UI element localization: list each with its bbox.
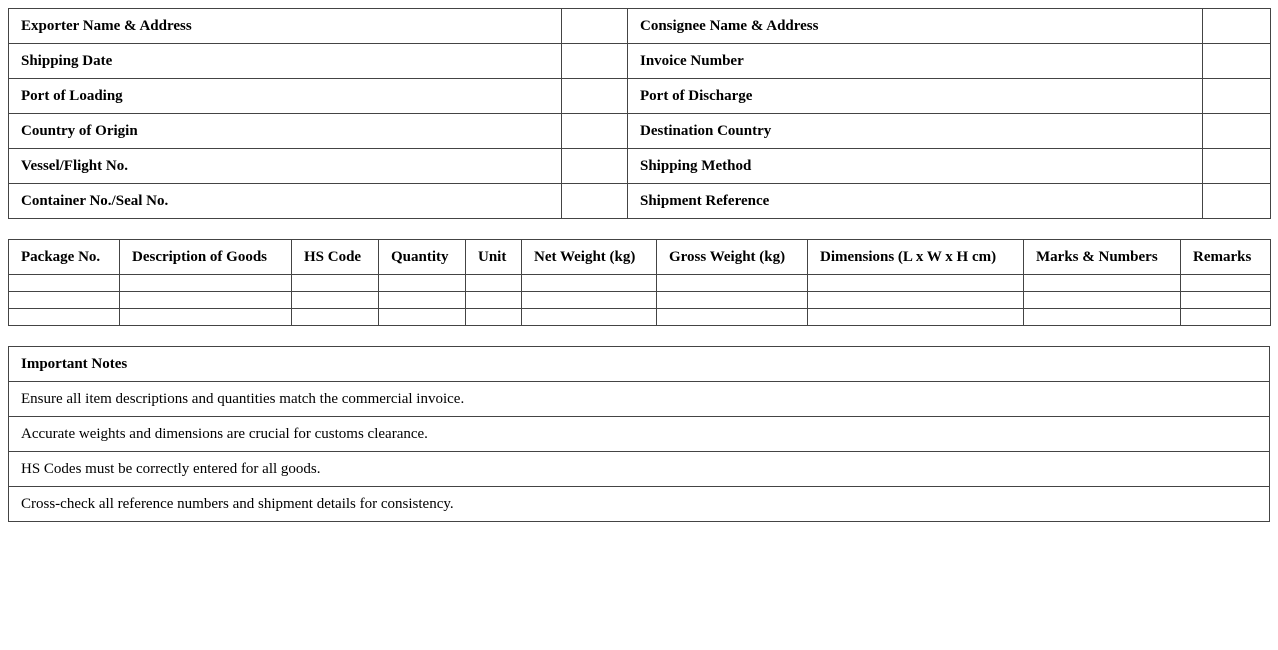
column-header-hs-code: HS Code xyxy=(292,240,379,275)
goods-header-row xyxy=(9,240,1271,275)
exporter-value[interactable] xyxy=(562,9,628,44)
table-cell[interactable] xyxy=(522,309,657,326)
table-cell[interactable] xyxy=(466,275,522,292)
table-cell[interactable] xyxy=(292,275,379,292)
table-cell[interactable] xyxy=(379,292,466,309)
column-header-dimensions: Dimensions (L x W x H cm) xyxy=(808,240,1024,275)
table-cell[interactable] xyxy=(1024,292,1181,309)
shipping-method-value[interactable] xyxy=(1203,149,1271,184)
port-of-loading-label: Port of Loading xyxy=(9,79,562,114)
port-of-discharge-value[interactable] xyxy=(1203,79,1271,114)
column-header-quantity: Quantity xyxy=(379,240,466,275)
vessel-flight-label: Vessel/Flight No. xyxy=(9,149,562,184)
column-header-unit: Unit xyxy=(466,240,522,275)
list-item xyxy=(9,382,1270,417)
list-item xyxy=(9,487,1270,522)
column-header-package-no: Package No. xyxy=(9,240,120,275)
shipment-reference-value[interactable] xyxy=(1203,184,1271,219)
table-cell[interactable] xyxy=(1024,275,1181,292)
invoice-number-value[interactable] xyxy=(1203,44,1271,79)
important-notes-table xyxy=(8,346,1270,522)
note-text: Accurate weights and dimensions are crucial for customs clearance. xyxy=(9,417,1270,452)
country-of-origin-label: Country of Origin xyxy=(9,114,562,149)
table-cell[interactable] xyxy=(120,309,292,326)
table-cell[interactable] xyxy=(466,309,522,326)
consignee-label: Consignee Name & Address xyxy=(628,9,1203,44)
column-header-net-weight: Net Weight (kg) xyxy=(522,240,657,275)
table-cell[interactable] xyxy=(1181,309,1271,326)
table-cell[interactable] xyxy=(9,309,120,326)
table-cell[interactable] xyxy=(1181,275,1271,292)
table-cell[interactable] xyxy=(657,275,808,292)
goods-table xyxy=(8,239,1271,326)
table-cell[interactable] xyxy=(522,275,657,292)
list-item xyxy=(9,452,1270,487)
container-seal-label: Container No./Seal No. xyxy=(9,184,562,219)
column-header-description: Description of Goods xyxy=(120,240,292,275)
port-of-discharge-label: Port of Discharge xyxy=(628,79,1203,114)
table-cell[interactable] xyxy=(292,309,379,326)
table-cell[interactable] xyxy=(657,309,808,326)
info-row xyxy=(9,79,1271,114)
invoice-number-label: Invoice Number xyxy=(628,44,1203,79)
table-cell[interactable] xyxy=(522,292,657,309)
info-row xyxy=(9,184,1271,219)
note-text: Ensure all item descriptions and quantities match the commercial invoice. xyxy=(9,382,1270,417)
table-cell[interactable] xyxy=(120,292,292,309)
column-header-marks-numbers: Marks & Numbers xyxy=(1024,240,1181,275)
table-cell[interactable] xyxy=(808,292,1024,309)
notes-title-row xyxy=(9,347,1270,382)
table-cell[interactable] xyxy=(292,292,379,309)
shipping-method-label: Shipping Method xyxy=(628,149,1203,184)
table-cell[interactable] xyxy=(9,275,120,292)
table-cell[interactable] xyxy=(9,292,120,309)
vessel-flight-value[interactable] xyxy=(562,149,628,184)
table-cell[interactable] xyxy=(1024,309,1181,326)
info-row xyxy=(9,9,1271,44)
note-text: HS Codes must be correctly entered for all goods. xyxy=(9,452,1270,487)
table-cell[interactable] xyxy=(379,275,466,292)
exporter-label: Exporter Name & Address xyxy=(9,9,562,44)
table-row xyxy=(9,309,1271,326)
table-cell[interactable] xyxy=(1181,292,1271,309)
info-row xyxy=(9,149,1271,184)
destination-country-label: Destination Country xyxy=(628,114,1203,149)
shipment-reference-label: Shipment Reference xyxy=(628,184,1203,219)
shipping-date-label: Shipping Date xyxy=(9,44,562,79)
destination-country-value[interactable] xyxy=(1203,114,1271,149)
table-cell[interactable] xyxy=(657,292,808,309)
container-seal-value[interactable] xyxy=(562,184,628,219)
info-row xyxy=(9,114,1271,149)
shipping-date-value[interactable] xyxy=(562,44,628,79)
table-cell[interactable] xyxy=(466,292,522,309)
country-of-origin-value[interactable] xyxy=(562,114,628,149)
shipment-info-table xyxy=(8,8,1271,219)
table-cell[interactable] xyxy=(120,275,292,292)
table-cell[interactable] xyxy=(379,309,466,326)
note-text: Cross-check all reference numbers and shipment details for consistency. xyxy=(9,487,1270,522)
port-of-loading-value[interactable] xyxy=(562,79,628,114)
column-header-remarks: Remarks xyxy=(1181,240,1271,275)
list-item xyxy=(9,417,1270,452)
consignee-value[interactable] xyxy=(1203,9,1271,44)
table-row xyxy=(9,292,1271,309)
info-row xyxy=(9,44,1271,79)
table-row xyxy=(9,275,1271,292)
column-header-gross-weight: Gross Weight (kg) xyxy=(657,240,808,275)
table-cell[interactable] xyxy=(808,275,1024,292)
notes-title: Important Notes xyxy=(9,347,1270,382)
table-cell[interactable] xyxy=(808,309,1024,326)
